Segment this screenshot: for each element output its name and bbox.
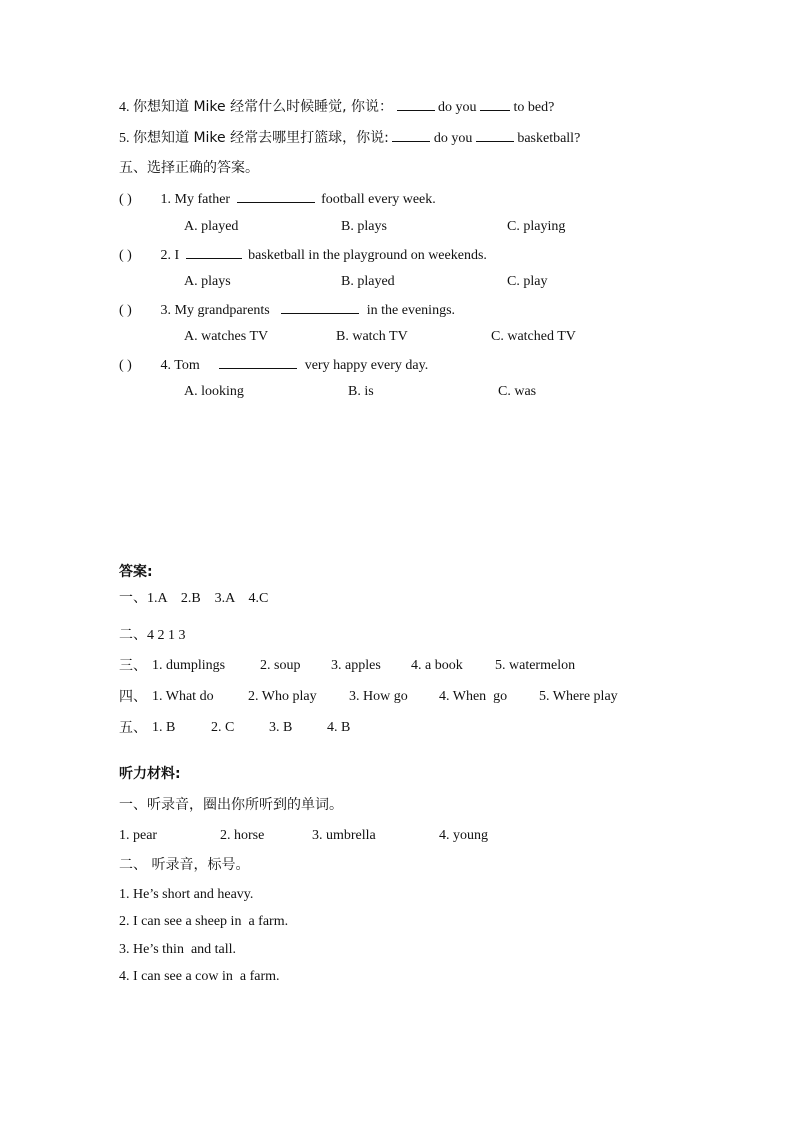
option-b[interactable]: B. plays bbox=[341, 219, 387, 234]
question-number: 5. bbox=[119, 131, 130, 146]
question-text: football every week. bbox=[321, 192, 436, 207]
question-number: 3. bbox=[160, 303, 171, 318]
question-5 bbox=[119, 129, 580, 148]
answer-blank[interactable] bbox=[186, 246, 242, 259]
option-a[interactable]: A. looking bbox=[184, 384, 244, 399]
answer-row-5 bbox=[119, 719, 679, 738]
question-text: I bbox=[174, 248, 180, 263]
option-a[interactable]: A. played bbox=[184, 219, 239, 234]
mc-question-3 bbox=[119, 301, 455, 320]
answer-item: 4. When go bbox=[439, 689, 508, 704]
question-text: to bed? bbox=[513, 100, 555, 115]
question-number: 4. bbox=[119, 100, 130, 115]
answer-item: 2. Who play bbox=[248, 689, 317, 704]
option-c[interactable]: C. play bbox=[507, 274, 548, 289]
word-item: 4. young bbox=[439, 828, 488, 843]
answer-item: 4. a book bbox=[411, 658, 463, 673]
question-text: My grandparents bbox=[174, 303, 270, 318]
mc-question-2 bbox=[119, 246, 487, 265]
answer-row-label: 五、 bbox=[119, 720, 147, 736]
answer-row-text: 1.A 2.B 3.A 4.C bbox=[147, 591, 269, 606]
question-text: Tom bbox=[174, 358, 200, 373]
question-text: very happy every day. bbox=[304, 358, 429, 373]
question-text: do you bbox=[438, 100, 477, 115]
answer-row-label: 一、 bbox=[119, 590, 147, 606]
answer-item: 3. B bbox=[269, 720, 293, 735]
word-item: 2. horse bbox=[220, 828, 265, 843]
answer-blank[interactable] bbox=[219, 356, 297, 369]
answer-item: 3. apples bbox=[331, 658, 381, 673]
answer-row-1 bbox=[119, 589, 268, 608]
question-text: My father bbox=[174, 192, 231, 207]
answer-paren[interactable]: ( ) bbox=[119, 303, 132, 318]
sentence-item: 1. He’s short and heavy. bbox=[119, 887, 254, 902]
option-b[interactable]: B. played bbox=[341, 274, 395, 289]
word-item: 1. pear bbox=[119, 828, 158, 843]
question-text: basketball in the playground on weekends. bbox=[248, 248, 487, 263]
listening-section-2-title: 二、 听录音，标号。 bbox=[119, 857, 250, 873]
answer-row-4 bbox=[119, 688, 679, 707]
option-c[interactable]: C. was bbox=[498, 384, 537, 399]
question-text: basketball? bbox=[517, 131, 581, 146]
answer-item: 2. soup bbox=[260, 658, 301, 673]
answer-paren[interactable]: ( ) bbox=[119, 358, 132, 373]
listening-section-1-title: 一、听录音，圈出你所听到的单词。 bbox=[119, 797, 343, 813]
option-a[interactable]: A. watches TV bbox=[184, 329, 269, 344]
answer-row-text: 4 2 1 3 bbox=[147, 628, 186, 643]
question-prompt: 你想知道 Mike 经常什么时候睡觉, 你说： bbox=[133, 99, 393, 115]
answer-item: 2. C bbox=[211, 720, 235, 735]
answer-row-2 bbox=[119, 626, 186, 645]
mc-question-1 bbox=[119, 190, 436, 209]
section-title: 五、选择正确的答案。 bbox=[119, 160, 259, 176]
answer-blank[interactable] bbox=[237, 190, 315, 203]
answer-item: 4. B bbox=[327, 720, 351, 735]
answer-item: 1. dumplings bbox=[152, 658, 226, 673]
answer-item: 5. watermelon bbox=[495, 658, 576, 673]
question-number: 2. bbox=[160, 248, 171, 263]
answer-item: 3. How go bbox=[349, 689, 408, 704]
question-text: in the evenings. bbox=[366, 303, 456, 318]
word-item: 3. umbrella bbox=[312, 828, 376, 843]
option-c[interactable]: C. watched TV bbox=[491, 329, 576, 344]
answer-paren[interactable]: ( ) bbox=[119, 248, 132, 263]
answer-item: 1. B bbox=[152, 720, 176, 735]
listening-title: 听力材料: bbox=[119, 766, 181, 782]
answer-blank[interactable] bbox=[397, 98, 435, 111]
question-prompt: 你想知道 Mike 经常去哪里打篮球，你说: bbox=[133, 130, 389, 146]
option-c[interactable]: C. playing bbox=[507, 219, 566, 234]
answer-blank[interactable] bbox=[476, 129, 514, 142]
question-number: 4. bbox=[160, 358, 171, 373]
option-b[interactable]: B. is bbox=[348, 384, 374, 399]
option-a[interactable]: A. plays bbox=[184, 274, 231, 289]
answer-item: 5. Where play bbox=[539, 689, 618, 704]
answer-blank[interactable] bbox=[281, 301, 359, 314]
answer-row-label: 三、 bbox=[119, 658, 147, 674]
mc-question-4 bbox=[119, 356, 428, 375]
sentence-item: 3. He’s thin and tall. bbox=[119, 942, 237, 957]
option-b[interactable]: B. watch TV bbox=[336, 329, 408, 344]
question-text: do you bbox=[433, 131, 473, 146]
answer-row-label: 四、 bbox=[119, 689, 147, 705]
answer-paren[interactable]: ( ) bbox=[119, 192, 132, 207]
answer-blank[interactable] bbox=[392, 129, 430, 142]
answer-row-label: 二、 bbox=[119, 627, 147, 643]
question-number: 1. bbox=[160, 192, 171, 207]
sentence-item: 4. I can see a cow in a farm. bbox=[119, 969, 280, 984]
answers-title: 答案: bbox=[119, 564, 153, 580]
answer-row-3 bbox=[119, 657, 679, 676]
sentence-item: 2. I can see a sheep in a farm. bbox=[119, 914, 289, 929]
answer-blank[interactable] bbox=[480, 98, 510, 111]
answer-item: 1. What do bbox=[152, 689, 214, 704]
question-4 bbox=[119, 98, 554, 117]
